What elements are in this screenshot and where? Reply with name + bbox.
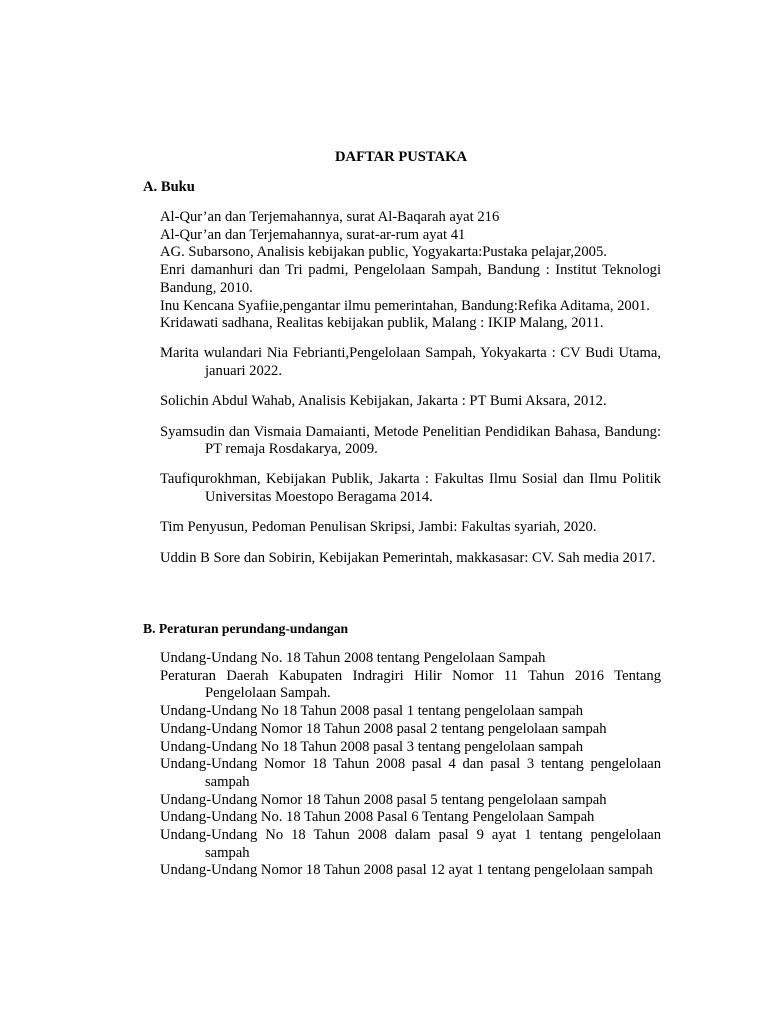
list-item: Undang-Undang Nomor 18 Tahun 2008 pasal 4 dan pasal 3 tentang pengelolaan sampah — [160, 756, 661, 790]
list-item: Marita wulandari Nia Febrianti,Pengelolaan Sampah, Yokyakarta : CV Budi Utama, januari 2022. — [160, 345, 661, 380]
section-heading-buku: A. Buku — [143, 179, 195, 195]
bibliography-list-peraturan — [160, 650, 661, 880]
list-item: Peraturan Daerah Kabupaten Indragiri Hilir Nomor 11 Tahun 2016 Tentang Pengelolaan Sampah. — [160, 667, 661, 702]
list-item: Inu Kencana Syafiie,pengantar ilmu pemerintahan, Bandung:Refika Aditama, 2001. — [160, 297, 650, 314]
list-item: Undang-Undang Nomor 18 Tahun 2008 pasal 12 ayat 1 tentang pengelolaan sampah — [160, 862, 653, 879]
list-item: AG. Subarsono, Analisis kebijakan public, Yogyakarta:Pustaka pelajar,2005. — [160, 244, 607, 261]
list-item: Syamsudin dan Vismaia Damaianti, Metode Penelitian Pendidikan Bahasa, Bandung: PT remaja Rosdakarya, 2009. — [160, 423, 661, 458]
page-title: DAFTAR PUSTAKA — [334, 149, 468, 165]
section-heading-peraturan: B. Peraturan perundang-undangan — [143, 621, 349, 636]
list-item: Undang-Undang Nomor 18 Tahun 2008 pasal 2 tentang pengelolaan sampah — [160, 720, 607, 737]
list-item: Undang-Undang No 18 Tahun 2008 pasal 1 tentang pengelolaan sampah — [160, 703, 584, 720]
list-item: Undang-Undang No. 18 Tahun 2008 Pasal 6 Tentang Pengelolaan Sampah — [160, 809, 595, 826]
list-item: Al-Qur’an dan Terjemahannya, surat-ar-rum ayat 41 — [160, 226, 466, 243]
list-item: Taufiqurokhman, Kebijakan Publik, Jakarta : Fakultas Ilmu Sosial dan Ilmu Politik Universitas Moestopo Beragama 2014. — [160, 471, 661, 506]
list-item: Undang-Undang No 18 Tahun 2008 pasal 3 tentang pengelolaan sampah — [160, 738, 584, 755]
list-item: Kridawati sadhana, Realitas kebijakan publik, Malang : IKIP Malang, 2011. — [160, 315, 604, 332]
list-item: Solichin Abdul Wahab, Analisis Kebijakan, Jakarta : PT Bumi Aksara, 2012. — [160, 393, 607, 410]
list-item: Undang-Undang Nomor 18 Tahun 2008 pasal 5 tentang pengelolaan sampah — [160, 791, 607, 808]
list-item: Tim Penyusun, Pedoman Penulisan Skripsi, Jambi: Fakultas syariah, 2020. — [160, 519, 597, 536]
list-item: Uddin B Sore dan Sobirin, Kebijakan Pemerintah, makkasasar: CV. Sah media 2017. — [160, 549, 656, 566]
bibliography-list-buku — [160, 209, 661, 567]
list-item: Undang-Undang No 18 Tahun 2008 dalam pasal 9 ayat 1 tentang pengelolaan sampah — [160, 827, 661, 861]
list-item: Enri damanhuri dan Tri padmi, Pengelolaan Sampah, Bandung : Institut Teknologi Bandung, 2010. — [160, 262, 661, 296]
list-item: Al-Qur’an dan Terjemahannya, surat Al-Baqarah ayat 216 — [160, 209, 500, 225]
list-item: Undang-Undang No. 18 Tahun 2008 tentang Pengelolaan Sampah — [160, 650, 546, 666]
